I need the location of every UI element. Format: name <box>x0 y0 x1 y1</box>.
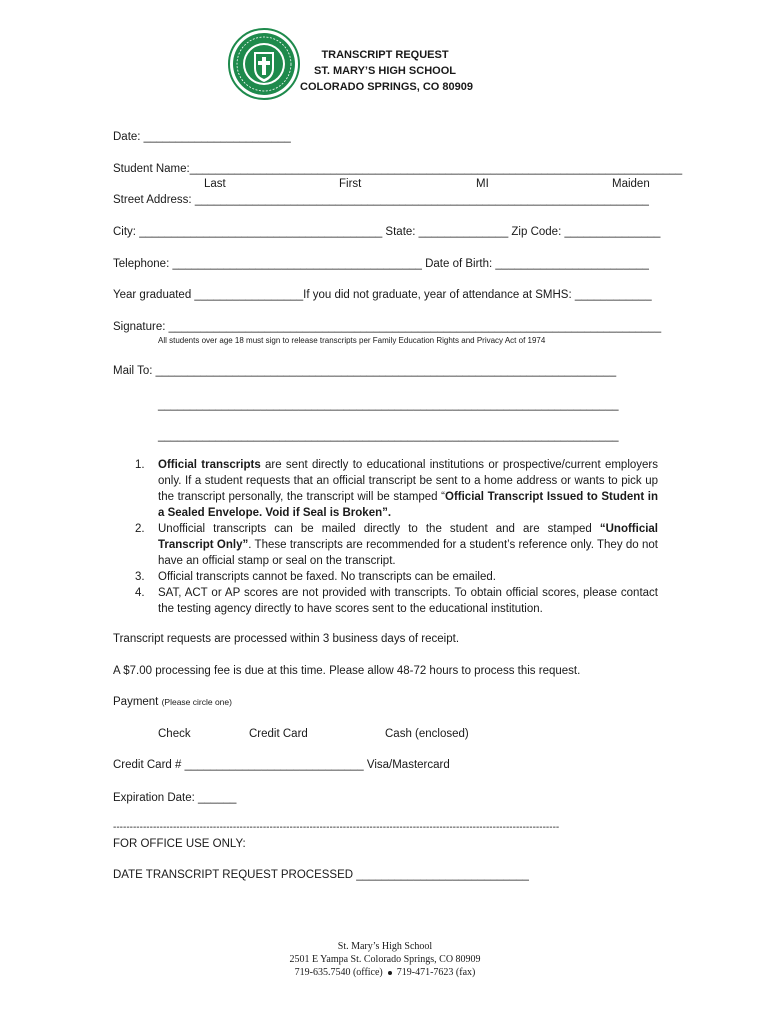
school-name: ST. MARY’S HIGH SCHOOL <box>314 65 456 77</box>
credit-card-number-field[interactable]: Credit Card # ____________________________ Visa/Mastercard <box>113 759 450 771</box>
payment-option-check[interactable]: Check <box>158 728 191 740</box>
fee-note: A $7.00 processing fee is due at this time. Please allow 48-72 hours to process this request. <box>113 665 581 677</box>
office-use-heading: FOR OFFICE USE ONLY: <box>113 838 246 850</box>
mail-to-line-3[interactable]: ________________________________________________________________________ <box>158 430 619 442</box>
name-first-label: First <box>339 178 362 190</box>
bullet-icon <box>388 971 392 975</box>
payment-label: Payment (Please circle one) <box>113 696 232 708</box>
footer-address: 2501 E Yampa St. Colorado Springs, CO 80909 <box>289 954 481 965</box>
year-graduated-field[interactable]: Year graduated _________________If you did not graduate, year of attendance at SMHS: ____________ <box>113 289 652 301</box>
signature-note: All students over age 18 must sign to release transcripts per Family Education Rights and Privacy Act of 1974 <box>158 336 546 345</box>
name-last-label: Last <box>204 178 226 190</box>
office-divider: -------------------------------------------------------------------------------------------------------------------------------------- <box>113 822 560 833</box>
payment-option-credit-card[interactable]: Credit Card <box>249 728 308 740</box>
mail-to-line-2[interactable]: ________________________________________________________________________ <box>158 399 619 411</box>
school-seal-icon <box>228 28 300 100</box>
list-item: 1. Official transcripts are sent directly to educational institutions or prospective/current employers only. If a student requests that an official transcript be sent to a home address or wants to pick up the transcript personally, the transcript will be stamped “Official Transcript Issued to Student in a Sealed Envelope. Void if Seal is Broken”. <box>135 459 658 519</box>
student-name-field[interactable]: Student Name:_____________________________________________________________________________ <box>113 163 683 175</box>
footer-school-name: St. Mary’s High School <box>337 941 433 952</box>
date-processed-field[interactable]: DATE TRANSCRIPT REQUEST PROCESSED ___________________________ <box>113 869 529 881</box>
policy-list <box>113 457 658 617</box>
name-maiden-label: Maiden <box>612 178 650 190</box>
mail-to-field[interactable]: Mail To: ________________________________________________________________________ <box>113 365 617 377</box>
name-mi-label: MI <box>476 178 489 190</box>
list-item: 2. Unofficial transcripts can be mailed directly to the student and are stamped “Unofficial Transcript Only”. These transcripts are recommended for a student’s reference only. They do not have an official stamp or seal on the transcript. <box>135 523 658 567</box>
payment-option-cash[interactable]: Cash (enclosed) <box>385 728 469 740</box>
expiration-date-field[interactable]: Expiration Date: ______ <box>113 792 237 804</box>
processing-note: Transcript requests are processed within 3 business days of receipt. <box>113 633 460 645</box>
telephone-dob-field[interactable]: Telephone: _______________________________________ Date of Birth: ________________________ <box>113 258 649 270</box>
city-state-zip-field[interactable]: City: ______________________________________ State: ______________ Zip Code: _______________ <box>113 226 661 238</box>
street-address-field[interactable]: Street Address: _______________________________________________________________________ <box>113 194 649 206</box>
page-title: TRANSCRIPT REQUEST <box>321 49 449 61</box>
list-item: 3. Official transcripts cannot be faxed. No transcripts can be emailed. <box>135 571 496 583</box>
list-item: 4. SAT, ACT or AP scores are not provided with transcripts. To obtain official scores, please contact the testing agency directly to have scores sent to the educational institution. <box>135 587 658 615</box>
date-field[interactable]: Date: _______________________ <box>113 131 291 143</box>
footer-phone: 719-635.7540 (office) 719-471-7623 (fax) <box>294 967 476 978</box>
school-location: COLORADO SPRINGS, CO 80909 <box>300 81 473 93</box>
signature-field[interactable]: Signature: _____________________________________________________________________________ <box>113 321 662 333</box>
